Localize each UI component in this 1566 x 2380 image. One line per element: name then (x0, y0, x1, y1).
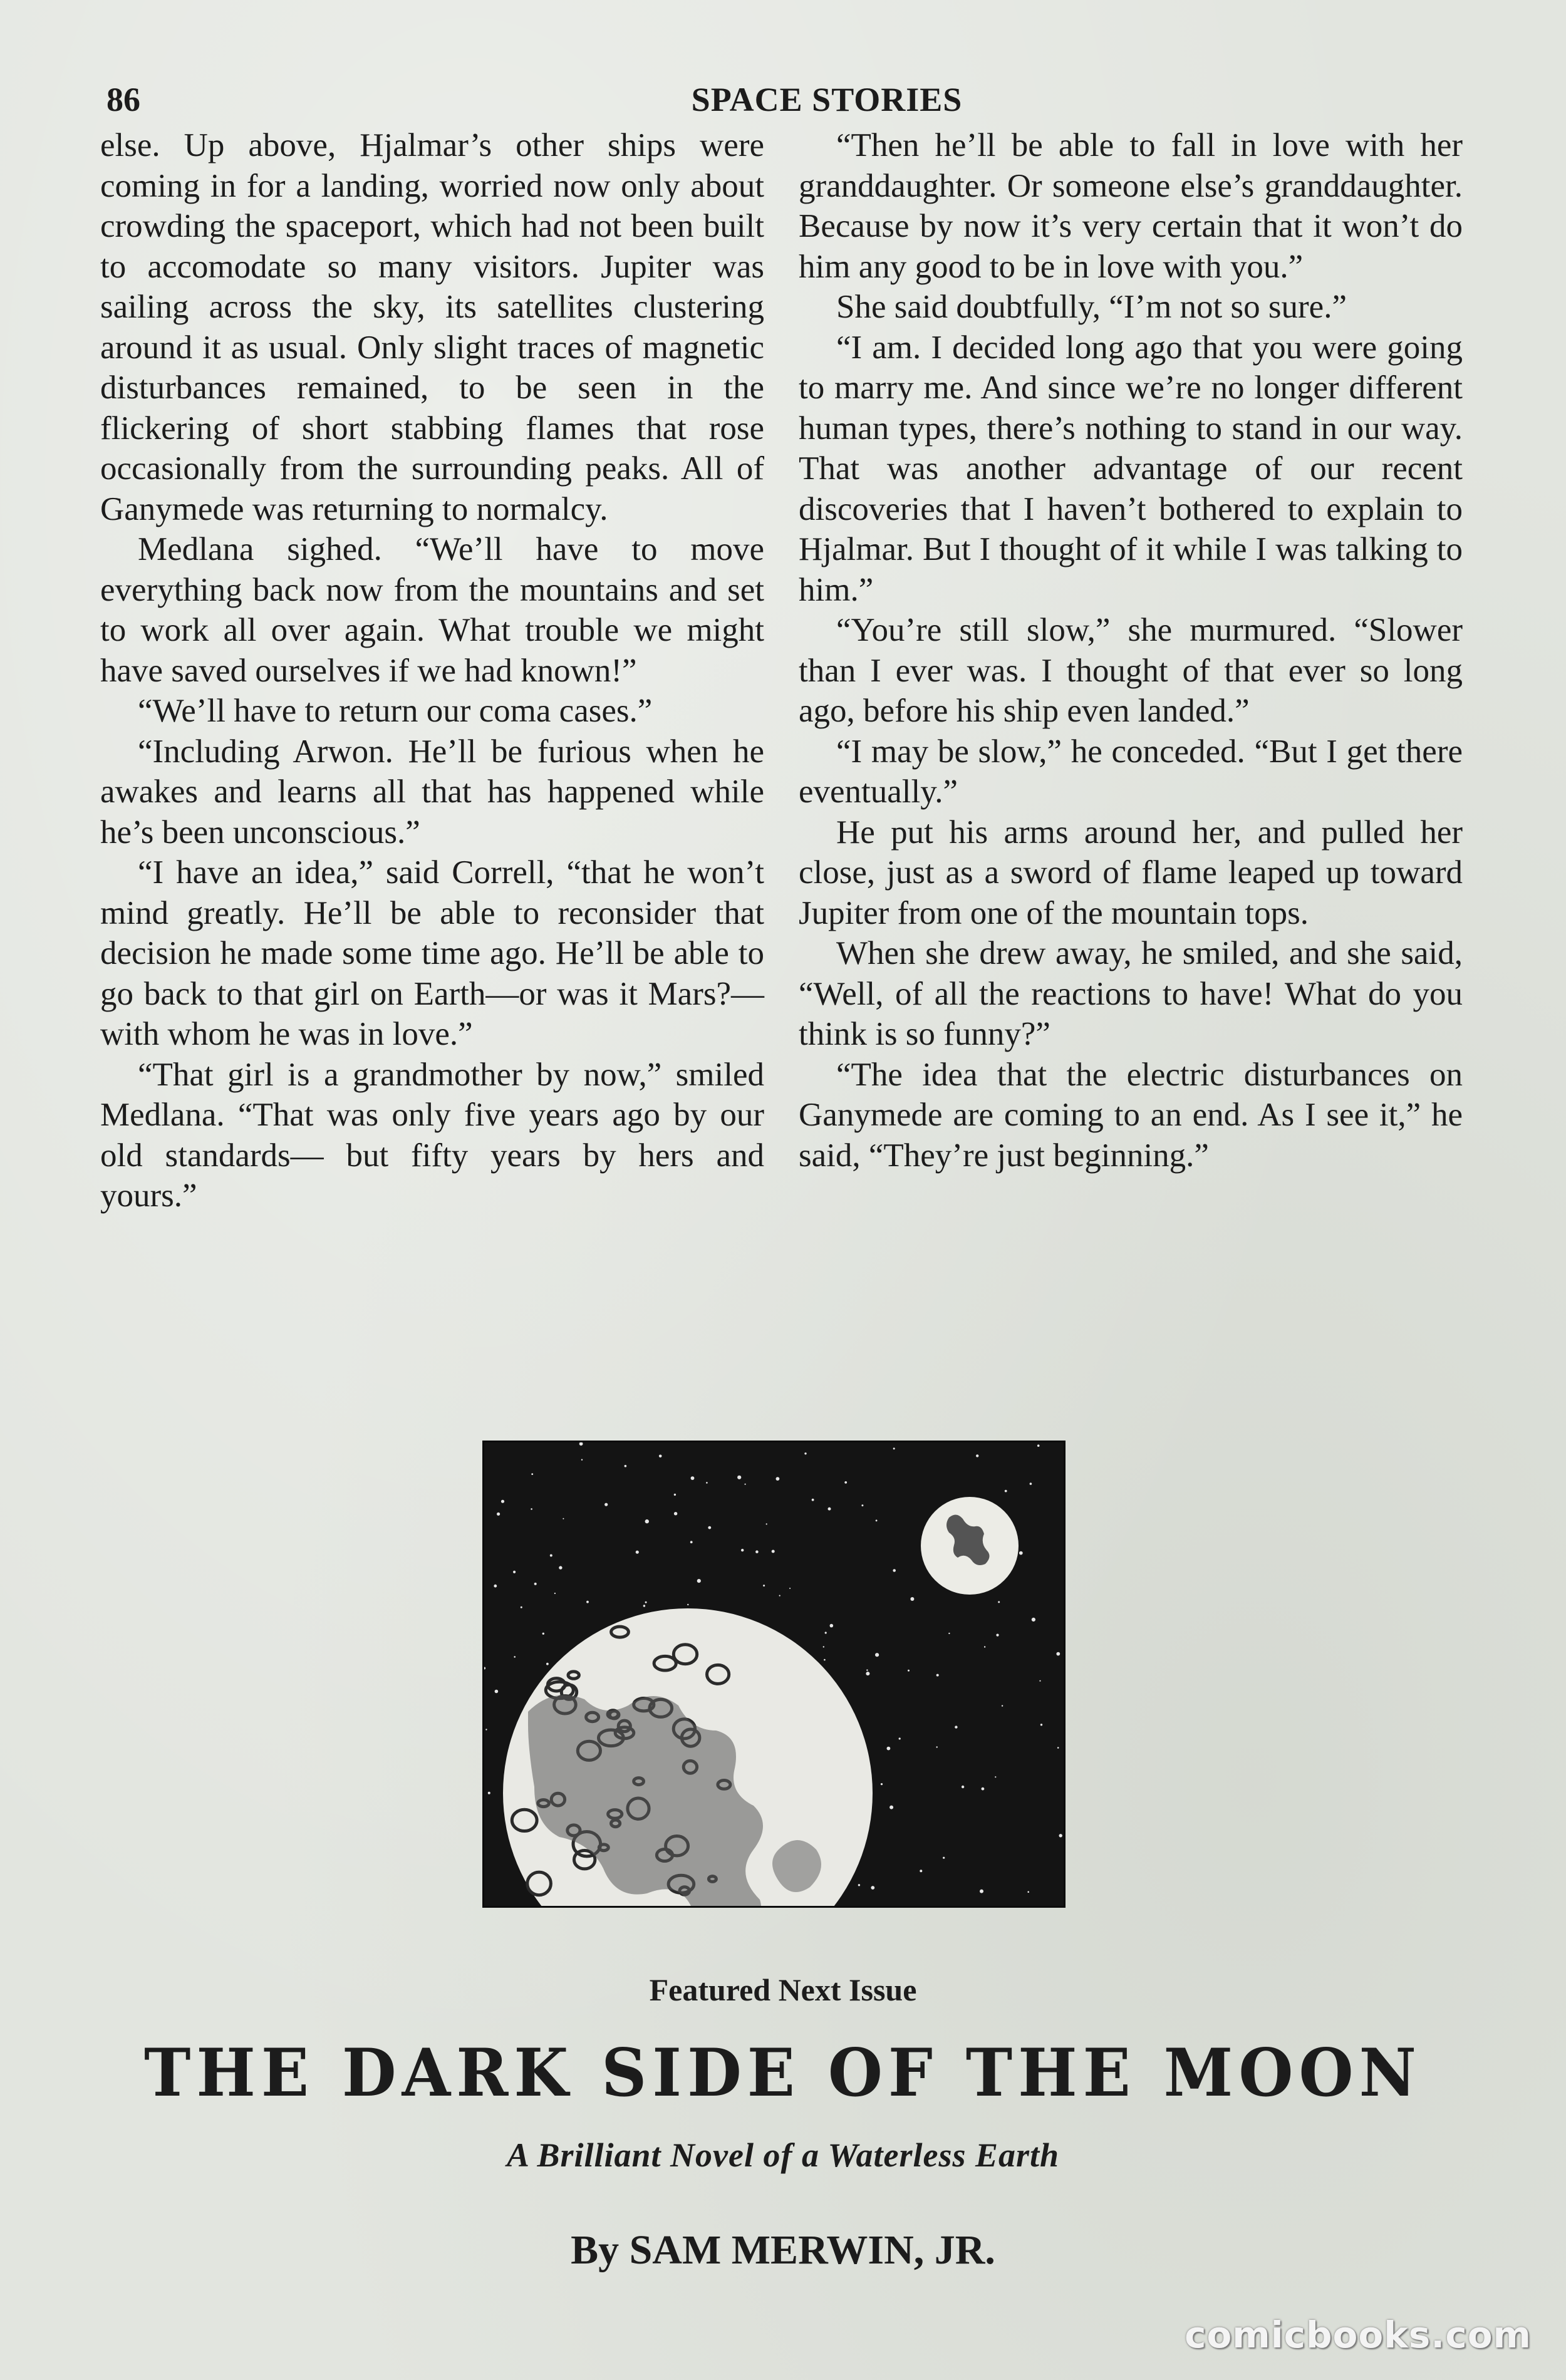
star (645, 1601, 647, 1603)
star (995, 1776, 996, 1777)
star (948, 1633, 950, 1634)
star (521, 1606, 522, 1608)
star (745, 1484, 746, 1485)
star (1030, 1482, 1032, 1485)
star (875, 1653, 879, 1657)
star (1059, 1834, 1062, 1837)
star (1056, 1652, 1060, 1656)
paragraph: She said doubtfully, “I’m not so sure.” (836, 289, 1347, 325)
star (893, 1569, 896, 1572)
star (779, 1595, 780, 1596)
star (674, 1512, 677, 1515)
paragraph: He put his arms around her, and pulled her close, just as a sword of flame leaped up toward Jupiter from one of the mountain tops. (799, 814, 1463, 931)
star (645, 1519, 649, 1523)
star (976, 1454, 978, 1457)
star (881, 1783, 883, 1785)
star (586, 1601, 589, 1603)
star (1027, 1891, 1029, 1893)
star (823, 1646, 824, 1647)
paragraph: When she drew away, he smiled, and she said, “Well, of all the reactions to have! What do you think is so funny?” (799, 935, 1463, 1052)
star (824, 1659, 826, 1661)
paragraph: “You’re still slow,” she murmured. “Slower than I ever was. I thought of that ever so long ago, before his ship even landed.” (799, 612, 1463, 729)
star (531, 1473, 533, 1475)
paragraph: “Then he’ll be able to fall in love with her granddaughter. Or someone else’s granddaughter. Because by now it’s very certain that it won’t do him any good to be in love with you.” (799, 127, 1463, 285)
star (830, 1624, 834, 1628)
star (550, 1555, 552, 1557)
star (636, 1551, 639, 1554)
star (534, 1583, 537, 1585)
next-issue-tagline: A Brilliant Novel of a Waterless Earth (506, 2136, 1060, 2174)
star (984, 1646, 985, 1647)
star (1040, 1724, 1042, 1725)
paragraph: “I am. I decided long ago that you were going to marry me. And since we’re no longer different human types, there’s nothing to stand in our way. That was another advantage of our recent discoveries that I haven’t bothered to explain to Hjalmar. But I thought of it while I was talking to him.” (799, 329, 1463, 608)
paragraph: else. Up above, Hjalmar’s other ships were coming in for a landing, worried now only about crowding the spaceport, which had not been built to accomodate so many visitors. Jupiter was sailing across the sky, its satellites clustering around it as usual. Only slight traces of magnetic disturbances remained, to be seen in the flickering of short stabbing flames that rose occasionally from the surrounding peaks. All of Ganymede was returning to normalcy. (100, 127, 764, 527)
page-number: 86 (106, 81, 140, 118)
star (581, 1459, 583, 1461)
next-issue-byline: By SAM MERWIN, JR. (571, 2227, 995, 2273)
star (772, 1550, 775, 1553)
star (910, 1597, 914, 1601)
star (546, 1663, 549, 1665)
star (920, 1870, 922, 1872)
star (1057, 1747, 1059, 1749)
star (828, 1508, 831, 1511)
right-column (799, 125, 1463, 1216)
star (812, 1499, 814, 1501)
star (861, 1504, 863, 1506)
star (887, 1747, 891, 1751)
next-issue-title: THE DARK SIDE OF THE MOON (144, 2034, 1422, 2111)
moon-illustration (482, 1441, 1066, 1908)
paragraph: “I may be slow,” he conceded. “But I get there eventually.” (799, 733, 1463, 810)
star (1039, 1680, 1040, 1682)
star (625, 1465, 627, 1467)
star (899, 1737, 901, 1739)
page-header (106, 80, 1460, 124)
star (488, 1792, 490, 1794)
star (871, 1886, 874, 1890)
star (706, 1482, 708, 1484)
star (1019, 1551, 1023, 1555)
star (494, 1585, 497, 1588)
moon-scene-graphic (484, 1442, 1064, 1906)
star (690, 1541, 693, 1543)
star (962, 1786, 964, 1788)
star (858, 1884, 860, 1886)
star (513, 1571, 516, 1573)
star (501, 1500, 504, 1503)
paragraph: “The idea that the electric disturbances on Ganymede are coming to an end. As I see it,” he said, “They’re just beginning.” (799, 1056, 1463, 1174)
star (776, 1477, 780, 1481)
star (889, 1806, 893, 1809)
star (936, 1674, 939, 1677)
star (563, 1518, 564, 1519)
star (737, 1476, 741, 1479)
star (844, 1481, 847, 1484)
star (485, 1729, 487, 1730)
star (755, 1550, 759, 1553)
star (697, 1579, 701, 1583)
star (1032, 1618, 1035, 1622)
star (996, 1634, 998, 1637)
paragraph: “We’ll have to return our coma cases.” (138, 693, 653, 729)
star (982, 1788, 985, 1791)
star (876, 1519, 878, 1521)
star (643, 1605, 645, 1606)
star (559, 1566, 562, 1569)
star (687, 1604, 688, 1605)
star (766, 1523, 767, 1524)
star (825, 1632, 827, 1633)
star (789, 1588, 791, 1589)
star (1037, 1444, 1040, 1447)
paragraph: “Including Arwon. He’ll be furious when he awakes and learns all that has happened while he’s been unconscious.” (100, 733, 764, 851)
star (908, 1670, 910, 1672)
star (763, 1585, 765, 1586)
star (604, 1503, 608, 1506)
star (542, 1633, 544, 1635)
story-text (100, 125, 1463, 1216)
star (741, 1549, 744, 1551)
star (514, 1656, 516, 1658)
star (866, 1672, 869, 1675)
featured-next-issue-label: Featured Next Issue (649, 1972, 917, 2007)
star (893, 1447, 895, 1449)
star (495, 1690, 499, 1694)
star (531, 1508, 532, 1510)
site-watermark: comicbooks.com (1185, 2314, 1532, 2356)
star (674, 1494, 676, 1496)
star (554, 1593, 556, 1594)
star (936, 1746, 938, 1747)
paragraph: “That girl is a grandmother by now,” smiled Medlana. “That was only five years ago by our old standards— but fifty years by hers and yours.” (100, 1056, 764, 1214)
star (980, 1890, 983, 1893)
star (804, 1452, 806, 1454)
paragraph: Medlana sighed. “We’ll have to move everything back now from the mountains and set to work all over again. What trouble we might have saved ourselves if we had known!” (100, 531, 764, 689)
star (691, 1476, 695, 1480)
star (866, 1669, 868, 1670)
star (1005, 1490, 1007, 1493)
star (708, 1526, 711, 1529)
star (659, 1455, 662, 1458)
star (955, 1725, 957, 1728)
star (998, 1601, 1000, 1603)
star (943, 1857, 945, 1859)
paragraph: “I have an idea,” said Correll, “that he won’t mind greatly. He’ll be able to reconsider that decision he made some time ago. He’ll be able to go back to that girl on Earth—or was it Mars?—with whom he was in love.” (100, 854, 764, 1052)
running-head: SPACE STORIES (691, 81, 963, 118)
star (1002, 1705, 1003, 1706)
left-column (100, 125, 764, 1216)
star (497, 1513, 500, 1516)
